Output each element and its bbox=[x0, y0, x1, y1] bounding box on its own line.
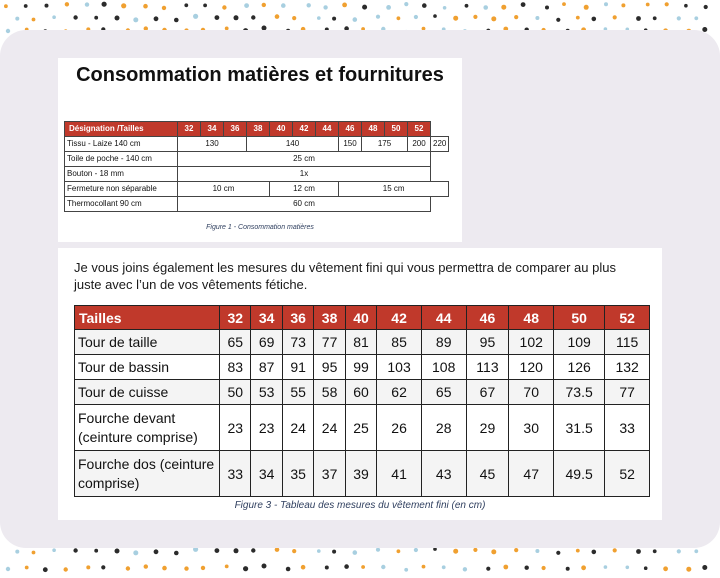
table-cell: 95 bbox=[466, 330, 509, 355]
confetti-dot bbox=[514, 548, 518, 552]
confetti-dot bbox=[353, 550, 358, 555]
table-cell: 12 cm bbox=[270, 182, 339, 197]
confetti-dot bbox=[535, 549, 539, 553]
confetti-dot bbox=[361, 565, 365, 569]
row-label: Tissu - Laize 140 cm bbox=[65, 137, 178, 152]
confetti-dot bbox=[234, 15, 239, 20]
confetti-dot bbox=[317, 549, 321, 553]
table-cell: 220 bbox=[431, 137, 449, 152]
confetti-dot bbox=[52, 15, 56, 19]
table-cell: 62 bbox=[377, 380, 422, 405]
confetti-dot bbox=[32, 18, 36, 22]
confetti-dot bbox=[121, 3, 126, 8]
confetti-dot bbox=[325, 566, 329, 570]
confetti-dot bbox=[581, 565, 586, 570]
table-cell: 37 bbox=[314, 451, 345, 497]
table-cell: 91 bbox=[282, 355, 313, 380]
confetti-dot bbox=[473, 548, 477, 552]
size-header-40: 40 bbox=[270, 122, 293, 137]
size-header-32: 32 bbox=[178, 122, 201, 137]
measurements-table-header bbox=[75, 306, 650, 330]
table-cell: 99 bbox=[345, 355, 376, 380]
confetti-dot bbox=[604, 565, 608, 569]
row-label: Fourche devant (ceinture comprise) bbox=[75, 405, 220, 451]
confetti-dot bbox=[133, 550, 138, 555]
figure1-title: Consommation matières et fournitures bbox=[76, 64, 444, 86]
confetti-dot bbox=[73, 15, 77, 19]
confetti-dot bbox=[244, 3, 249, 8]
confetti-dot bbox=[144, 564, 148, 568]
row-label: Tour de bassin bbox=[75, 355, 220, 380]
sizes-header: Tailles bbox=[75, 306, 220, 330]
consumption-table bbox=[64, 121, 449, 212]
confetti-dot bbox=[15, 17, 19, 21]
confetti-dot bbox=[43, 567, 48, 572]
table-cell: 55 bbox=[282, 380, 313, 405]
table-cell: 103 bbox=[377, 355, 422, 380]
confetti-dot bbox=[332, 17, 336, 21]
confetti-dot bbox=[453, 549, 458, 554]
confetti-dot bbox=[702, 565, 707, 570]
confetti-dot bbox=[414, 15, 418, 19]
confetti-dot bbox=[317, 16, 321, 20]
confetti-dot bbox=[262, 3, 266, 7]
confetti-dot bbox=[397, 549, 401, 553]
confetti-dot bbox=[653, 16, 657, 20]
confetti-dot bbox=[613, 15, 617, 19]
confetti-dot bbox=[686, 567, 691, 572]
confetti-dot bbox=[665, 2, 669, 6]
confetti-dot bbox=[174, 551, 179, 556]
confetti-dot bbox=[422, 565, 426, 569]
size-header-38: 38 bbox=[314, 306, 345, 330]
size-header-32: 32 bbox=[220, 306, 251, 330]
confetti-dot bbox=[442, 565, 446, 569]
confetti-dot bbox=[503, 565, 508, 570]
confetti-dot bbox=[115, 16, 120, 21]
table-cell: 24 bbox=[282, 405, 313, 451]
confetti-dot bbox=[234, 548, 239, 553]
confetti-dot bbox=[443, 6, 447, 10]
table-cell: 73 bbox=[282, 330, 313, 355]
confetti-dot bbox=[94, 16, 98, 20]
table-cell: 41 bbox=[377, 451, 422, 497]
size-header-52: 52 bbox=[605, 306, 650, 330]
size-header-46: 46 bbox=[339, 122, 362, 137]
confetti-dot bbox=[133, 17, 138, 22]
size-header-44: 44 bbox=[316, 122, 339, 137]
confetti-dot bbox=[463, 567, 467, 571]
measurements-table bbox=[74, 305, 650, 497]
confetti-dot bbox=[562, 2, 566, 6]
table-cell: 45 bbox=[466, 451, 509, 497]
confetti-dot bbox=[45, 4, 49, 8]
table-cell: 26 bbox=[377, 405, 422, 451]
confetti-dot bbox=[126, 566, 130, 570]
confetti-dot bbox=[115, 549, 120, 554]
confetti-dot bbox=[473, 15, 477, 19]
confetti-dot bbox=[566, 567, 570, 571]
confetti-dot bbox=[491, 16, 496, 21]
confetti-dot bbox=[65, 2, 69, 6]
table-cell: 85 bbox=[377, 330, 422, 355]
confetti-dot bbox=[386, 5, 391, 10]
table-cell: 113 bbox=[466, 355, 509, 380]
row-label: Tour de cuisse bbox=[75, 380, 220, 405]
table-cell: 150 bbox=[339, 137, 362, 152]
confetti-dot bbox=[286, 567, 291, 572]
confetti-dot bbox=[154, 16, 159, 21]
figure1-caption: Figure 1 - Consommation matières bbox=[206, 224, 314, 231]
table-cell: 53 bbox=[251, 380, 282, 405]
confetti-dot bbox=[677, 549, 681, 553]
table-cell: 108 bbox=[421, 355, 466, 380]
table-cell: 95 bbox=[314, 355, 345, 380]
confetti-dot bbox=[694, 16, 698, 20]
intro-paragraph: Je vous joins également les mesures du vêtement fini qui vous permettra de comparer au plus juste avec l’un de vos vêtements fétiche. bbox=[74, 260, 616, 292]
confetti-dot bbox=[301, 565, 306, 570]
confetti-dot bbox=[525, 566, 529, 570]
table-cell: 29 bbox=[466, 405, 509, 451]
confetti-dot bbox=[556, 18, 560, 22]
confetti-dot bbox=[251, 548, 255, 552]
size-header-52: 52 bbox=[408, 122, 431, 137]
size-header-50: 50 bbox=[554, 306, 605, 330]
table-cell: 10 cm bbox=[178, 182, 270, 197]
table-cell: 109 bbox=[554, 330, 605, 355]
confetti-dot bbox=[376, 548, 380, 552]
confetti-dot bbox=[414, 548, 418, 552]
table-cell: 140 bbox=[247, 137, 339, 152]
confetti-dot bbox=[636, 549, 641, 554]
size-header-44: 44 bbox=[421, 306, 466, 330]
confetti-dot bbox=[404, 568, 408, 572]
table-cell: 77 bbox=[314, 330, 345, 355]
confetti-dot bbox=[73, 548, 77, 552]
table-cell: 70 bbox=[509, 380, 554, 405]
table-cell: 23 bbox=[220, 405, 251, 451]
confetti-dot bbox=[154, 549, 159, 554]
confetti-dot bbox=[422, 3, 427, 8]
confetti-dot bbox=[501, 5, 506, 10]
table-cell: 60 bbox=[345, 380, 376, 405]
confetti-dot bbox=[636, 16, 641, 21]
table-cell: 50 bbox=[220, 380, 251, 405]
table-cell: 102 bbox=[509, 330, 554, 355]
table-cell: 30 bbox=[509, 405, 554, 451]
table-cell: 24 bbox=[314, 405, 345, 451]
confetti-dot bbox=[275, 14, 280, 19]
table-cell: 65 bbox=[220, 330, 251, 355]
table-row bbox=[65, 182, 449, 197]
table-cell: 33 bbox=[220, 451, 251, 497]
size-header-42: 42 bbox=[293, 122, 316, 137]
confetti-dot bbox=[545, 6, 549, 10]
confetti-dot bbox=[535, 16, 539, 20]
confetti-dot bbox=[243, 566, 248, 571]
confetti-dot bbox=[52, 548, 56, 552]
confetti-dot bbox=[307, 3, 311, 7]
confetti-dot bbox=[521, 2, 526, 7]
table-row bbox=[75, 380, 650, 405]
confetti-dot bbox=[653, 549, 657, 553]
confetti-dot bbox=[203, 4, 207, 8]
confetti-dot bbox=[222, 5, 226, 9]
row-label: Thermocollant 90 cm bbox=[65, 197, 178, 212]
confetti-dot bbox=[694, 549, 698, 553]
size-header-34: 34 bbox=[201, 122, 224, 137]
table-cell: 87 bbox=[251, 355, 282, 380]
table-cell: 52 bbox=[605, 451, 650, 497]
confetti-dot bbox=[397, 16, 401, 20]
confetti-dot bbox=[486, 567, 490, 571]
size-header-38: 38 bbox=[247, 122, 270, 137]
row-label: Tour de taille bbox=[75, 330, 220, 355]
table-row bbox=[75, 451, 650, 497]
table-cell: 39 bbox=[345, 451, 376, 497]
confetti-dot bbox=[225, 565, 229, 569]
confetti-dot bbox=[15, 550, 19, 554]
table-cell: 89 bbox=[421, 330, 466, 355]
confetti-dot bbox=[215, 548, 220, 553]
table-cell: 43 bbox=[421, 451, 466, 497]
table-cell: 126 bbox=[554, 355, 605, 380]
confetti-dot bbox=[193, 14, 198, 19]
table-cell: 25 cm bbox=[178, 152, 431, 167]
designation-header: Désignation /Tailles bbox=[65, 122, 178, 137]
confetti-dot bbox=[184, 566, 188, 570]
table-row bbox=[65, 197, 449, 212]
confetti-dot bbox=[162, 6, 166, 10]
table-cell: 47 bbox=[509, 451, 554, 497]
size-header-42: 42 bbox=[377, 306, 422, 330]
confetti-dot bbox=[626, 566, 630, 570]
confetti-dot bbox=[342, 3, 347, 8]
table-cell: 120 bbox=[509, 355, 554, 380]
table-cell: 49.5 bbox=[554, 451, 605, 497]
confetti-dot bbox=[684, 4, 688, 8]
table-row bbox=[75, 405, 650, 451]
confetti-dot bbox=[292, 16, 296, 20]
confetti-dot bbox=[344, 564, 349, 569]
confetti-dot bbox=[353, 17, 358, 22]
consumption-table-header bbox=[65, 122, 449, 137]
confetti-dot bbox=[102, 2, 107, 7]
confetti-dot bbox=[433, 14, 437, 18]
measurements-table-body bbox=[75, 330, 650, 497]
table-cell: 1x bbox=[178, 167, 431, 182]
confetti-dot bbox=[465, 4, 469, 8]
confetti-dot bbox=[332, 550, 336, 554]
confetti-dot bbox=[4, 4, 8, 8]
size-header-34: 34 bbox=[251, 306, 282, 330]
size-header-36: 36 bbox=[282, 306, 313, 330]
confetti-dot bbox=[85, 2, 89, 6]
table-cell: 67 bbox=[466, 380, 509, 405]
row-label: Fourche dos (ceinture comprise) bbox=[75, 451, 220, 497]
confetti-dot bbox=[174, 18, 179, 23]
table-row bbox=[75, 355, 650, 380]
confetti-dot bbox=[143, 4, 148, 9]
confetti-dot bbox=[215, 15, 220, 20]
confetti-dot bbox=[604, 2, 608, 6]
confetti-dot bbox=[381, 565, 385, 569]
confetti-dot bbox=[94, 549, 98, 553]
row-label: Bouton - 18 mm bbox=[65, 167, 178, 182]
size-header-40: 40 bbox=[345, 306, 376, 330]
table-cell: 69 bbox=[251, 330, 282, 355]
size-header-48: 48 bbox=[362, 122, 385, 137]
confetti-dot bbox=[491, 549, 496, 554]
confetti-dot bbox=[25, 566, 29, 570]
table-cell: 60 cm bbox=[178, 197, 431, 212]
table-cell: 28 bbox=[421, 405, 466, 451]
table-cell: 132 bbox=[605, 355, 650, 380]
confetti-dot bbox=[86, 565, 90, 569]
row-label: Fermeture non séparable bbox=[65, 182, 178, 197]
confetti-dot bbox=[592, 550, 597, 555]
confetti-dot bbox=[362, 5, 367, 10]
confetti-dot bbox=[663, 566, 668, 571]
confetti-dot bbox=[592, 17, 597, 22]
size-header-46: 46 bbox=[466, 306, 509, 330]
confetti-dot bbox=[251, 15, 255, 19]
table-cell: 35 bbox=[282, 451, 313, 497]
confetti-dot bbox=[576, 16, 580, 20]
confetti-dot bbox=[292, 549, 296, 553]
table-cell: 73.5 bbox=[554, 380, 605, 405]
confetti-dot bbox=[584, 5, 589, 10]
table-row bbox=[65, 167, 449, 182]
table-cell: 83 bbox=[220, 355, 251, 380]
confetti-dot bbox=[63, 567, 67, 571]
confetti-dot bbox=[262, 564, 267, 569]
table-cell: 33 bbox=[605, 405, 650, 451]
confetti-dot bbox=[101, 565, 105, 569]
confetti-dot bbox=[281, 3, 286, 8]
confetti-dot bbox=[613, 548, 617, 552]
table-cell: 77 bbox=[605, 380, 650, 405]
consumption-table-body bbox=[65, 137, 449, 212]
confetti-dot bbox=[483, 5, 488, 10]
confetti-dot bbox=[201, 566, 205, 570]
row-label: Toile de poche - 140 cm bbox=[65, 152, 178, 167]
confetti-dot bbox=[542, 566, 546, 570]
table-cell: 65 bbox=[421, 380, 466, 405]
confetti-dot bbox=[644, 566, 648, 570]
size-header-50: 50 bbox=[385, 122, 408, 137]
figure1-card bbox=[58, 58, 462, 242]
table-cell: 200 bbox=[408, 137, 431, 152]
table-cell: 34 bbox=[251, 451, 282, 497]
confetti-dot bbox=[576, 549, 580, 553]
table-row bbox=[75, 330, 650, 355]
table-cell: 23 bbox=[251, 405, 282, 451]
table-cell: 25 bbox=[345, 405, 376, 451]
confetti-dot bbox=[6, 29, 10, 33]
confetti-dot bbox=[6, 567, 10, 571]
confetti-dot bbox=[621, 3, 625, 7]
table-cell: 15 cm bbox=[339, 182, 449, 197]
size-header-36: 36 bbox=[224, 122, 247, 137]
table-cell: 58 bbox=[314, 380, 345, 405]
table-cell: 31.5 bbox=[554, 405, 605, 451]
confetti-dot bbox=[24, 4, 28, 8]
confetti-dot bbox=[404, 2, 408, 6]
confetti-dot bbox=[162, 566, 167, 571]
table-cell: 115 bbox=[605, 330, 650, 355]
confetti-dot bbox=[704, 5, 708, 9]
confetti-dot bbox=[556, 551, 560, 555]
table-cell: 130 bbox=[178, 137, 247, 152]
confetti-dot bbox=[376, 15, 380, 19]
confetti-dot bbox=[514, 15, 518, 19]
figure3-card bbox=[58, 248, 662, 520]
table-cell: 81 bbox=[345, 330, 376, 355]
confetti-dot bbox=[184, 3, 188, 7]
table-row bbox=[65, 137, 449, 152]
confetti-dot bbox=[646, 3, 650, 7]
confetti-dot bbox=[32, 551, 36, 555]
confetti-dot bbox=[677, 16, 681, 20]
confetti-dot bbox=[453, 16, 458, 21]
confetti-dot bbox=[323, 5, 327, 9]
table-cell: 175 bbox=[362, 137, 408, 152]
figure3-caption: Figure 3 - Tableau des mesures du vêtement fini (en cm) bbox=[234, 500, 486, 511]
size-header-48: 48 bbox=[509, 306, 554, 330]
table-row bbox=[65, 152, 449, 167]
